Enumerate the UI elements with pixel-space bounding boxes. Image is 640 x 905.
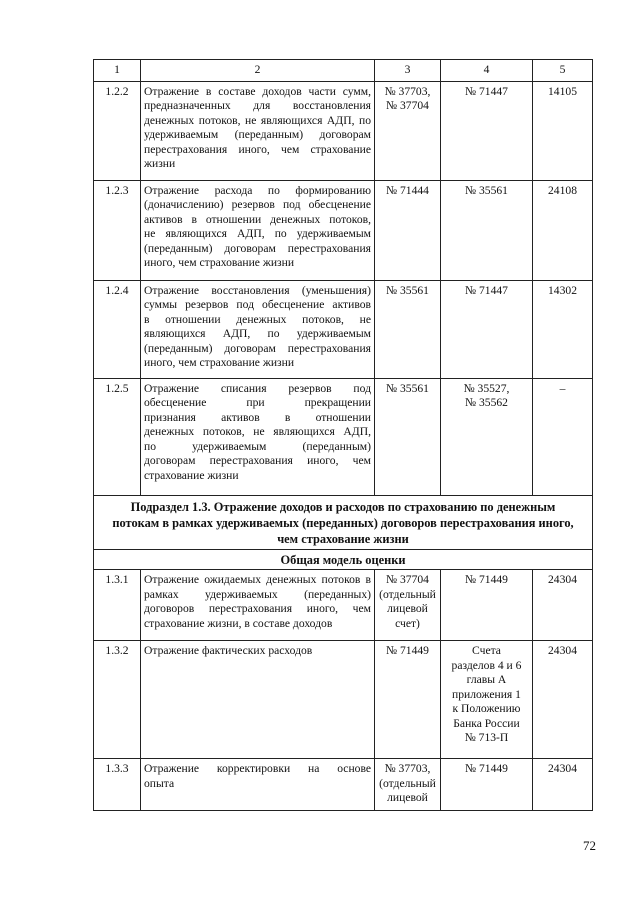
row-description [141, 641, 375, 759]
credit-account [441, 570, 533, 641]
cell-line: не являющихся АДП, по удерживаемым [144, 227, 371, 240]
table-row [94, 378, 593, 495]
cell-line: № 35561 [465, 183, 508, 197]
cell-line: договоров перестрахования иного, чем [144, 602, 371, 615]
row-description [141, 570, 375, 641]
debit-account [375, 641, 441, 759]
section-title-line: чем страхование жизни [277, 531, 409, 546]
section-row [94, 495, 593, 549]
cell-line: страхование жизни, в составе доходов [144, 616, 333, 630]
cell-line: иного, чем страхование жизни [144, 256, 295, 269]
symbol-code: 24108 [533, 180, 593, 280]
cell-line: перестрахования иного, чем страхование [144, 142, 371, 156]
credit-account [441, 759, 533, 811]
cell-line: признания активов в отношении [144, 410, 371, 424]
symbol-code: 24304 [533, 570, 593, 641]
row-number: 1.3.3 [94, 759, 141, 811]
cell-line: (отдельный [379, 587, 436, 601]
symbol-code: 14302 [533, 280, 593, 378]
cell-line: (переданным) договорам перестрахования [144, 341, 371, 355]
cell-line: являющихся АДП, по удерживаемым [144, 327, 371, 340]
cell-line: (переданным) договорам перестрахования [144, 241, 371, 255]
cell-line: Отражение корректировки на основе [144, 762, 371, 775]
cell-line: Отражение в составе доходов части сумм, [144, 84, 371, 98]
cell-line: суммы резервов под обесценение активов [144, 298, 371, 311]
row-number: 1.2.5 [94, 378, 141, 495]
header-cell-3: 3 [375, 60, 441, 82]
cell-line: Отражение фактических расходов [144, 644, 313, 657]
cell-line: № 71444 [386, 183, 429, 197]
row-description [141, 759, 375, 811]
cell-line: № 35561 [386, 283, 429, 297]
cell-line: Отражение списания резервов под [144, 381, 371, 395]
cell-line: рамках удерживаемых (переданных) [144, 587, 371, 601]
table-header-row [94, 60, 593, 82]
cell-line: к Положению [452, 702, 521, 715]
page-number: 72 [583, 838, 596, 853]
row-number: 1.2.2 [94, 81, 141, 180]
subsection-row [94, 549, 593, 570]
table-row [94, 81, 593, 180]
row-number: 1.2.4 [94, 280, 141, 378]
section-title [94, 495, 593, 549]
cell-line: разделов 4 и 6 [451, 658, 522, 672]
credit-account [441, 641, 533, 759]
row-description [141, 280, 375, 378]
accounting-table [93, 59, 593, 811]
table-row [94, 570, 593, 641]
table-row [94, 180, 593, 280]
header-cell-5: 5 [533, 60, 593, 82]
cell-line: денежных потоков, не являющихся АДП, [144, 425, 371, 438]
cell-line: Отражение восстановления (уменьшения) [144, 283, 371, 297]
cell-line: № 713-П [464, 731, 509, 744]
subsection-title: Общая модель оценки [94, 549, 593, 570]
cell-line: Счета [472, 644, 501, 657]
cell-line: № 37704 [386, 99, 429, 112]
cell-line: счет) [395, 616, 420, 630]
cell-line: жизни [144, 157, 176, 170]
header-cell-4: 4 [441, 60, 533, 82]
cell-line: № 71447 [465, 283, 508, 297]
cell-line: № 35561 [386, 381, 429, 395]
symbol-code: 24304 [533, 759, 593, 811]
debit-account [375, 280, 441, 378]
cell-line: предназначенных для восстановления [144, 99, 371, 112]
table-row [94, 759, 593, 811]
section-title-line: Подраздел 1.3. Отражение доходов и расходов по страхованию по денежным [130, 499, 556, 514]
cell-line: лицевой [387, 602, 428, 615]
header-cell-2: 2 [141, 60, 375, 82]
cell-line: иного, чем страхование жизни [144, 356, 295, 369]
row-description [141, 81, 375, 180]
debit-account [375, 759, 441, 811]
cell-line: в отношении денежных потоков, не [144, 312, 371, 326]
credit-account [441, 180, 533, 280]
row-number: 1.3.1 [94, 570, 141, 641]
symbol-code: 14105 [533, 81, 593, 180]
section-title-line: потокам в рамках удерживаемых (переданных) договоров перестрахования иного, [112, 515, 574, 530]
cell-line: удерживаемым (переданным) договорам [144, 128, 371, 141]
symbol-code: – [533, 378, 593, 495]
cell-line: приложения 1 [452, 687, 521, 701]
cell-line: Отражение расхода по формированию [144, 183, 371, 197]
table-row [94, 280, 593, 378]
row-number: 1.2.3 [94, 180, 141, 280]
table-row [94, 641, 593, 759]
cell-line: договорам перестрахования иного, чем [144, 454, 371, 467]
debit-account [375, 180, 441, 280]
cell-line: Отражение ожидаемых денежных потоков в [144, 573, 371, 586]
symbol-code: 24304 [533, 641, 593, 759]
cell-line: обесценение при прекращении [144, 396, 371, 409]
cell-line: по удерживаемым (переданным) [144, 439, 371, 453]
credit-account [441, 378, 533, 495]
row-description [141, 180, 375, 280]
cell-line: № 71449 [465, 573, 508, 586]
cell-line: № 71447 [465, 84, 508, 98]
cell-line: (доначислению) резервов под обесценение [144, 198, 371, 211]
cell-line: № 71449 [465, 762, 508, 775]
cell-line: опыта [144, 776, 175, 790]
cell-line: страхование жизни [144, 468, 239, 482]
cell-line: активов в отношении денежных потоков, [144, 212, 371, 226]
debit-account [375, 570, 441, 641]
debit-account [375, 378, 441, 495]
row-number: 1.3.2 [94, 641, 141, 759]
cell-line: № 37703, [384, 762, 431, 775]
cell-line: № 71449 [386, 644, 429, 657]
cell-line: Банка России [453, 716, 520, 730]
cell-line: № 35527, [463, 381, 510, 395]
debit-account [375, 81, 441, 180]
row-description [141, 378, 375, 495]
cell-line: лицевой [387, 791, 428, 804]
cell-line: денежных потоков, не являющихся АДП, по [144, 113, 371, 127]
credit-account [441, 81, 533, 180]
header-cell-1: 1 [94, 60, 141, 82]
cell-line: (отдельный [379, 776, 436, 790]
cell-line: № 37704 [386, 573, 429, 586]
cell-line: № 37703, [384, 84, 431, 98]
cell-line: № 35562 [465, 396, 508, 409]
cell-line: главы А [466, 673, 507, 686]
credit-account [441, 280, 533, 378]
